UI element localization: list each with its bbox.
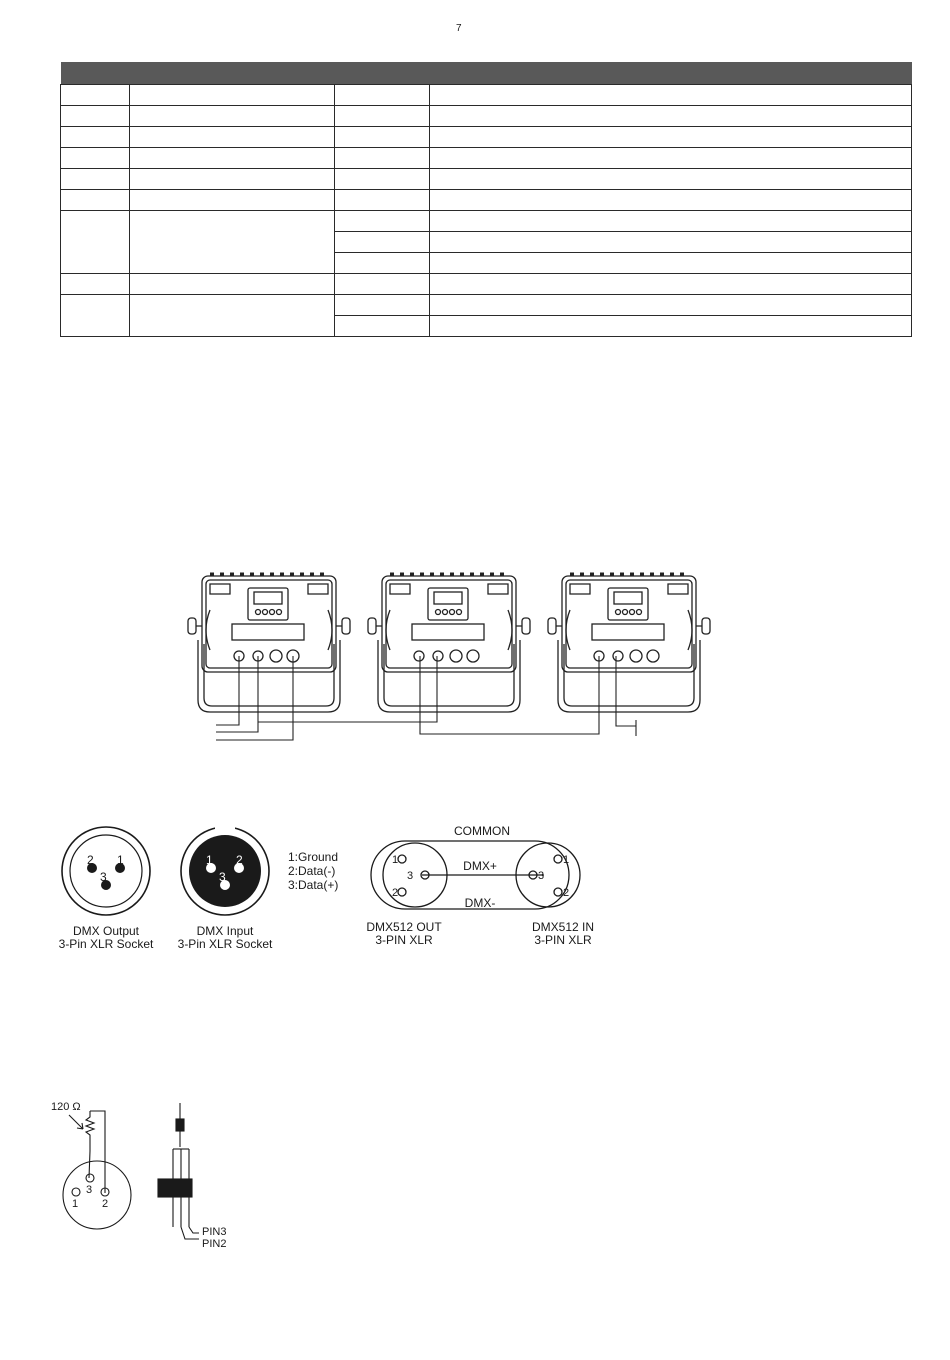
table-cell [130,190,335,211]
dmx-output-caption-2: 3-Pin XLR Socket [58,937,154,951]
output-pin-2: 2 [87,853,94,867]
table-cell [430,106,912,127]
spec-table [60,62,912,337]
table-header-cell [335,62,430,85]
table-row [61,169,912,190]
in-pin-3: 3 [538,870,545,882]
table-header-row [61,62,912,85]
pin3-label: PIN3 [202,1226,227,1238]
table-cell [430,316,912,337]
table-cell [130,295,335,337]
table-cell [430,169,912,190]
out-caption-2: 3-PIN XLR [375,933,433,947]
table-cell [130,169,335,190]
table-cell [430,190,912,211]
table-cell [130,127,335,148]
table-cell [430,211,912,232]
input-pin-2: 2 [236,853,243,867]
pin-legend-ground: 1:Ground [288,850,339,864]
table-cell [335,148,430,169]
xlr-connectors-diagram [40,815,620,965]
table-cell [130,211,335,274]
table-cell [335,169,430,190]
table-cell [61,106,130,127]
fixture-unit-3 [548,574,710,712]
dmx-output-caption-1: DMX Output [72,924,140,938]
table-cell [430,127,912,148]
in-pin-1: 1 [563,854,570,866]
terminator-pin-1: 1 [72,1198,79,1210]
resistor-label: 120 Ω [51,1101,81,1113]
table-cell [335,253,430,274]
table-cell [130,106,335,127]
table-cell [430,274,912,295]
terminator-side-view [158,1103,199,1239]
table-cell [61,190,130,211]
in-caption-1: DMX512 IN [531,920,595,934]
resistor-icon [86,1111,94,1178]
table-cell [335,106,430,127]
table-cell [430,148,912,169]
table-cell [335,85,430,106]
dmx-input-caption-1: DMX Input [196,924,254,938]
out-pin-3: 3 [407,870,414,882]
out-pin-1: 1 [392,854,399,866]
output-pin-3: 3 [100,870,107,884]
table-cell [130,148,335,169]
input-pin-3: 3 [219,870,226,884]
output-pin-1: 1 [117,853,124,867]
table-cell [61,295,130,337]
terminator-pin-2: 2 [102,1198,109,1210]
table-cell [61,85,130,106]
pin2-label: PIN2 [202,1238,227,1250]
out-caption-1: DMX512 OUT [366,920,442,934]
table-cell [335,211,430,232]
table-cell [130,274,335,295]
resistor-arrow [69,1115,83,1129]
table-row [61,274,912,295]
terminator-pin-3: 3 [86,1184,93,1196]
table-cell [335,295,430,316]
fixture-unit-2 [368,574,530,712]
table-header-cell [130,62,335,85]
pin3-leader [189,1227,199,1233]
table-cell [61,169,130,190]
dmx-output-socket [59,827,154,951]
dmx-plus-label: DMX+ [463,859,497,873]
table-cell [335,232,430,253]
pin-legend-data-minus: 2:Data(-) [288,864,336,878]
table-header-cell [430,62,912,85]
table-cell [430,85,912,106]
table-cell [61,127,130,148]
in-caption-2: 3-PIN XLR [534,933,592,947]
table-cell [335,127,430,148]
fixture-unit-1 [188,574,350,712]
table-cell [130,85,335,106]
dmx-input-socket [178,823,273,951]
table-cell [335,316,430,337]
pin-legend [288,850,338,892]
table-row [61,190,912,211]
dmx-minus-label: DMX- [464,896,496,910]
dmx-input-caption-2: 3-Pin XLR Socket [177,937,273,951]
table-cell [61,148,130,169]
table-cell [335,274,430,295]
fixture-chain-diagram [180,570,720,750]
page-number: 7 [456,23,462,34]
table-header-cell [61,62,130,85]
table-row [61,148,912,169]
table-cell [430,295,912,316]
table-row [61,295,912,316]
terminator-diagram [45,1095,265,1255]
input-pin-1: 1 [206,853,213,867]
table-cell [61,274,130,295]
pin-legend-data-plus: 3:Data(+) [288,878,339,892]
table-row [61,211,912,232]
common-label: COMMON [454,824,510,838]
table-cell [335,190,430,211]
table-cell [430,253,912,274]
table-cell [430,232,912,253]
table-row [61,85,912,106]
out-pin-2: 2 [392,887,399,899]
table-row [61,106,912,127]
table-row [61,127,912,148]
table-cell [61,211,130,274]
in-pin-2: 2 [563,887,570,899]
